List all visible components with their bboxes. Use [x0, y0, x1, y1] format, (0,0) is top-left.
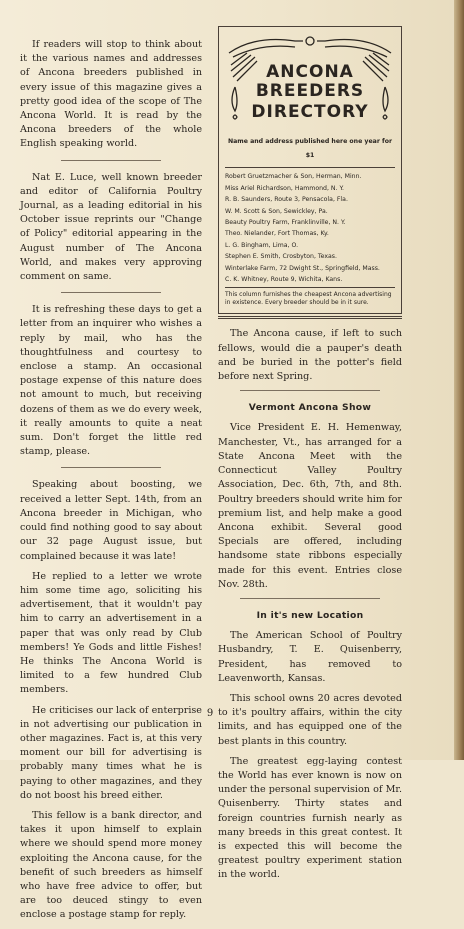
section-divider: [240, 598, 380, 599]
breeder-listings: [225, 171, 395, 285]
directory-footer-note: This column furnishes the cheapest Ancona advertising in existence. Every breeder should be in it sure.: [225, 291, 392, 307]
paragraph-stamp: It is refreshing these days to get a letter from an inquirer who wishes a reply by mail, who has the thoughtfulness and courtesy to enclose a stamp. An occasional postage expense of this nature does not amount to much, but receiving dozens of them as we do every week, it really amounts to quite a neat sum. Don't forget the little red stamp, please.: [20, 304, 202, 458]
page-number: 9: [206, 708, 214, 719]
page-edge: [454, 0, 464, 760]
paragraph-bank-director: This fellow is a bank director, and takes it upon himself to explain where we should spend more money exploiting the Ancona cause, for the benefit of such breeders as himself who have free advice to offer, but are too deuced stingy to even enclose a postage stamp for reply.: [20, 809, 202, 921]
paragraph-criticism: He criticises our lack of enterprise in not advertising our publication in other magazines. Fact is, at this very moment our bill for advertising is probably many times what he is paying to other magazines, and they do not boost his breed either.: [20, 704, 202, 801]
paragraph-acres: This school owns 20 acres devoted to it's poultry affairs, within the city limits, and has equipped one of the best plants in this country.: [218, 692, 402, 747]
list-item: Beauty Poultry Farm, Franklinville, N. Y.: [225, 219, 346, 227]
directory-subtitle: Name and address published here one year for $1: [227, 138, 393, 160]
section-divider: [240, 390, 380, 391]
list-item: Winterlake Farm, 72 Dwight St., Springfield, Mass.: [225, 264, 380, 272]
heading-vermont-show: Vermont Ancona Show: [248, 402, 372, 414]
paragraph-school: The American School of Poultry Husbandry, T. E. Quisenberry, President, has removed to Leavenworth, Kansas.: [218, 630, 402, 684]
section-divider: [61, 160, 161, 161]
right-column: [218, 38, 402, 889]
paragraph-pauper: The Ancona cause, if left to such fellows, would die a pauper's death and be buried in the potter's field before next Spring.: [218, 328, 402, 383]
list-item: Robert Gruetzmacher & Son, Herman, Minn.: [225, 173, 362, 181]
list-item: C. K. Whitney, Route 9, Wichita, Kans.: [225, 276, 343, 284]
paragraph-contest: The greatest egg-laying contest the World has ever known is now on under the personal supervision of Mr. Quisenberry. Thirty states and foreign countries furnish nearly as many breeds in this great contest. It is expected this will become the greatest poultry experiment station in the world.: [218, 755, 402, 881]
list-item: Stephen E. Smith, Crosbyton, Texas.: [225, 253, 337, 261]
directory-divider: [225, 167, 395, 168]
directory-header: [225, 31, 395, 131]
paragraph-boosting: Speaking about boosting, we received a letter Sept. 14th, from an Ancona breeder in Michigan, who could find nothing good to say about our 32 page August issue, but complained because it was late!: [20, 479, 202, 562]
list-item: Theo. Nielander, Fort Thomas, Ky.: [225, 230, 329, 238]
paragraph-vermont-show: Vice President E. H. Hemenway, Manchester, Vt., has arranged for a State Ancona Meet with the Connecticut Valley Poultry Association, Dec. 6th, 7th, and 8th. Poultry breeders should write him for premium list, and help make a good Ancona exhibit. Several good Specials are offered, including handsome state ribbons especially made for this event. Entries close Nov. 28th.: [218, 422, 402, 590]
list-item: Miss Ariel Richardson, Hammond, N. Y.: [225, 184, 344, 192]
list-item: R. B. Saunders, Route 3, Pensacola, Fla.: [225, 196, 348, 204]
breeders-directory-box: [218, 26, 402, 314]
directory-title-directory: DIRECTORY: [251, 102, 369, 122]
list-item: W. M. Scott & Son, Sewickley, Pa.: [225, 207, 328, 215]
heading-new-location: In it's new Location: [256, 609, 364, 621]
directory-title-breeders: BREEDERS: [255, 81, 365, 101]
paragraph-reply: He replied to a letter we wrote him some time ago, soliciting his advertisement, that it wouldn't pay him to carry an advertisement in a paper that was only read by Club members! Ye Gods and little Fishes! He thinks The Ancona World is limited to a few hundred Club members.: [20, 570, 202, 696]
double-rule: [218, 316, 402, 319]
directory-divider: [225, 287, 395, 288]
list-item: L. G. Bingham, Lima, O.: [225, 241, 299, 249]
left-column: [20, 38, 202, 929]
directory-title-ancona: ANCONA: [266, 62, 354, 82]
paragraph-nat-luce: Nat E. Luce, well known breeder and editor of California Poultry Journal, as a leading editorial in his October issue reprints our "Change of Policy" editorial appearing in the August number of The Ancona World, and makes very approving comment on same.: [20, 171, 202, 283]
paragraph-readership: If readers will stop to think about it the various names and addresses of Ancona breeders published in every issue of this magazine gives a pretty good idea of the scope of The Ancona World. It is read by the Ancona breeders of the whole English speaking world.: [20, 39, 202, 150]
section-divider: [61, 292, 161, 293]
section-divider: [61, 467, 161, 468]
